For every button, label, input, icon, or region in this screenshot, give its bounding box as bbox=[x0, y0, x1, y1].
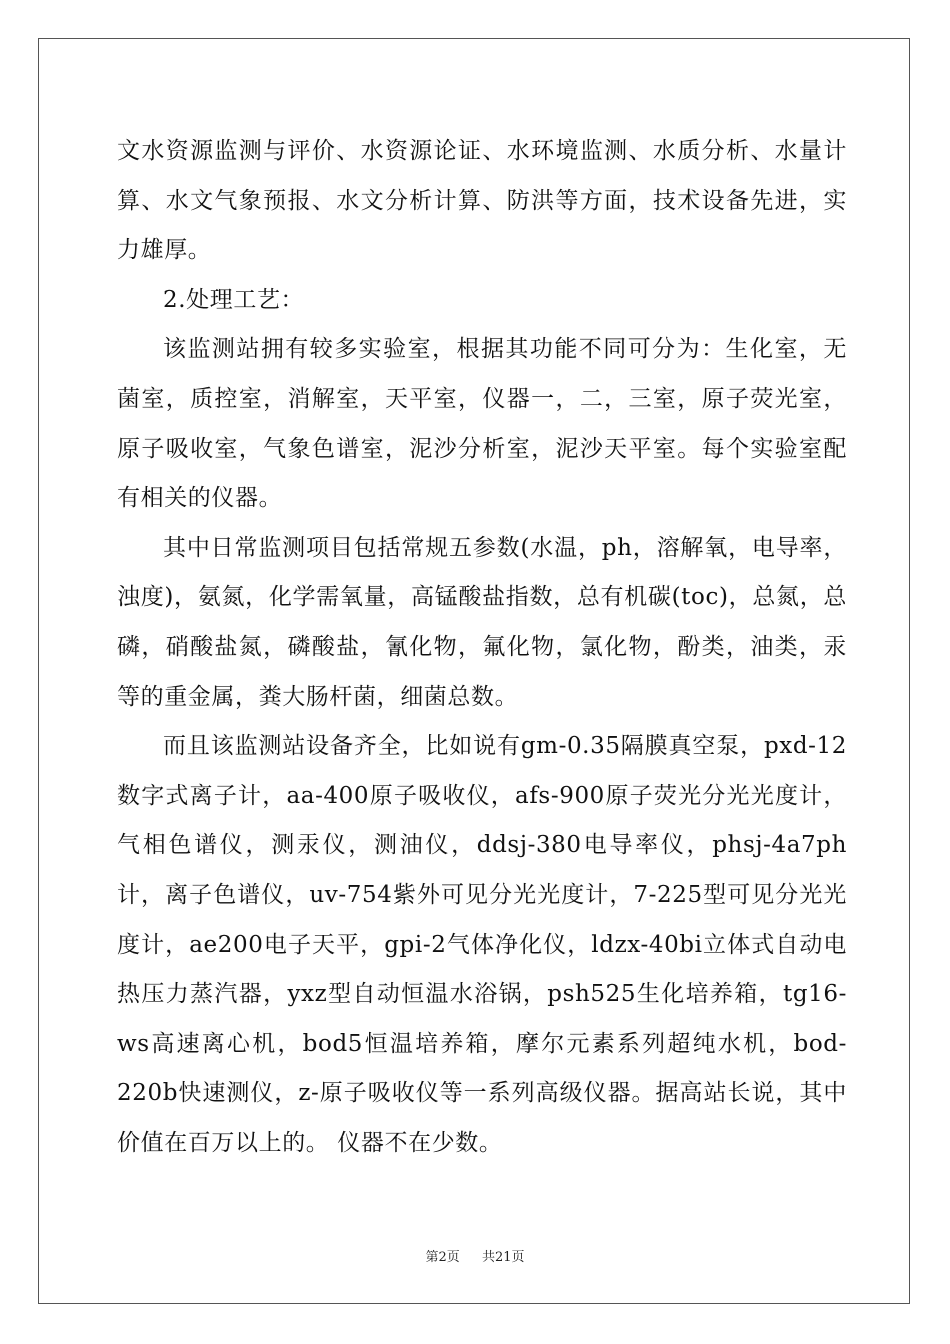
section-heading: 2.处理工艺： bbox=[163, 286, 305, 313]
paragraph-equipment: 而且该监测站设备齐全，比如说有gm-0.35隔膜真空泵，pxd-12数字式离子计，aa-400原子吸收仪，afs-900原子荧光分光光度计，气相色谱仪，测汞仪，测油仪，ddsj-380电导率仪，phsj-4a7ph计，离子色谱仪，uv-754紫外可见分光光度计，7-225型可见分光光度计，ae200电子天平，gpi-2气体净化仪，ldzx-40bi立体式自动电热压力蒸汽器，yxz型自动恒温水浴锅，psh525生化培养箱，tg16-ws高速离心机，bod5恒温培养箱，摩尔元素系列超纯水机，bod-220b快速测仪，z-原子吸收仪等一系列高级仪器。据高站长说，其中价值在百万以上的。 仪器不在少数。 bbox=[117, 733, 847, 1156]
page-total: 共21页 bbox=[482, 1250, 525, 1265]
page-footer bbox=[0, 1246, 950, 1265]
paragraph-labs: 该监测站拥有较多实验室，根据其功能不同可分为：生化室，无菌室，质控室，消解室，天平室，仪器一，二，三室，原子荧光室，原子吸收室，气象色谱室，泥沙分析室，泥沙天平室。每个实验室配有相关的仪器。 bbox=[117, 336, 847, 512]
page-number: 第2页 bbox=[425, 1250, 460, 1265]
paragraph-continuation: 文水资源监测与评价、水资源论证、水环境监测、水质分析、水量计算、水文气象预报、水文分析计算、防洪等方面，技术设备先进，实力雄厚。 bbox=[117, 138, 847, 264]
paragraph-monitoring-items: 其中日常监测项目包括常规五参数(水温，ph，溶解氧，电导率，浊度)，氨氮，化学需氧量，高锰酸盐指数，总有机碳(toc)，总氮，总磷，硝酸盐氮，磷酸盐，氰化物，氟化物，氯化物，酚类，油类，汞等的重金属，粪大肠杆菌，细菌总数。 bbox=[117, 534, 847, 710]
document-body bbox=[117, 127, 847, 1168]
